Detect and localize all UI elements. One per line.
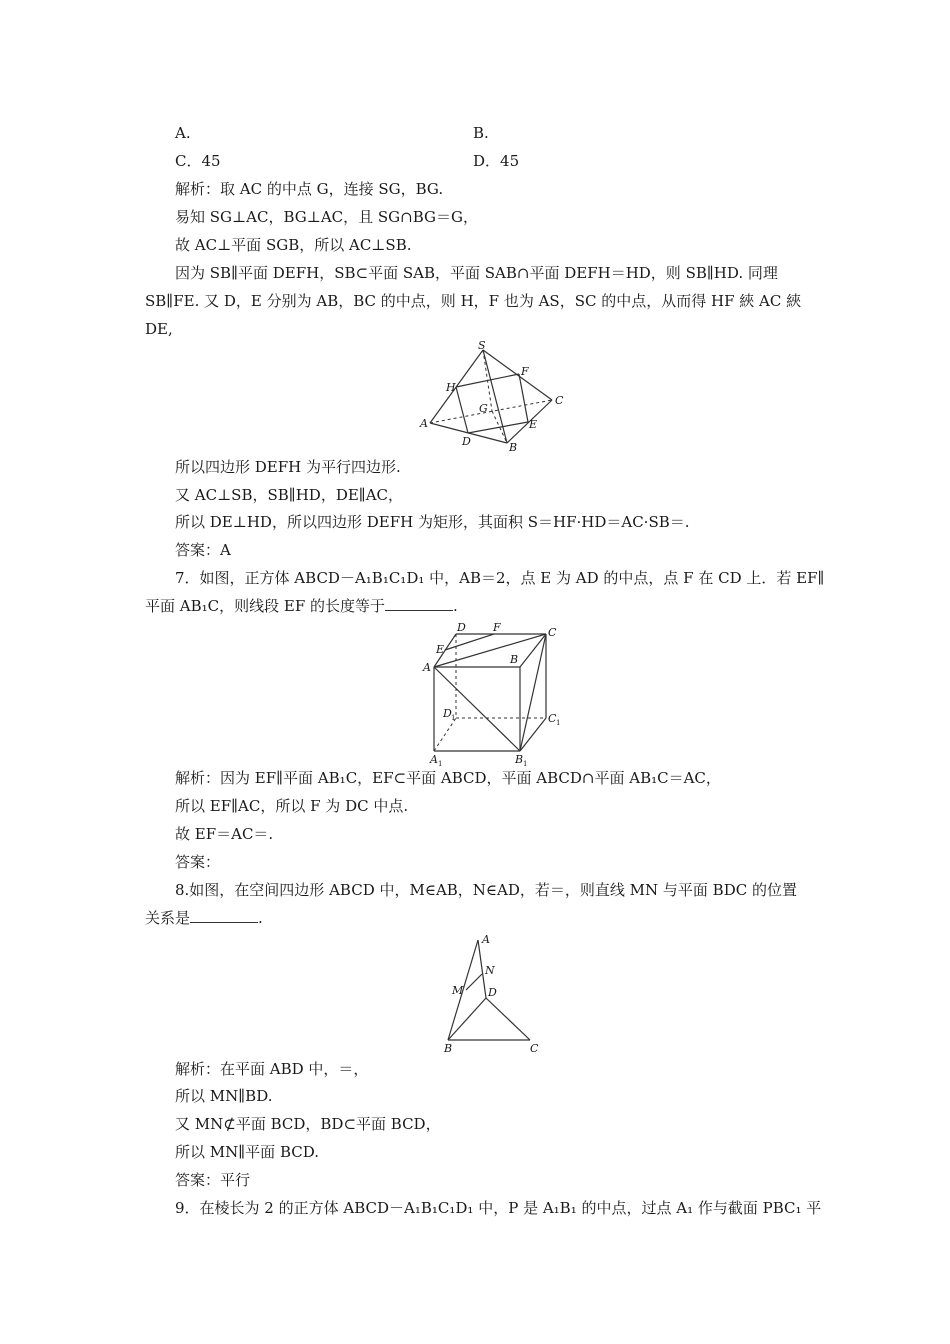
label-c: C <box>555 394 564 407</box>
q8-line-2 <box>145 908 263 928</box>
q6-line-5: SB∥FE. 又 D，E 分别为 AB，BC 的中点，则 H，F 也为 AS，SC 的中点，从而得 HF 綊 AC 綊 <box>145 292 802 310</box>
q6-line-3: 故 AC⊥平面 SGB，所以 AC⊥SB. <box>175 236 412 254</box>
quadrilateral-figure <box>438 930 550 1055</box>
label-e: E <box>436 643 445 656</box>
q9-line-1: 9．在棱长为 2 的正方体 ABCD－A₁B₁C₁D₁ 中，P 是 A₁B₁ 的中点，过点 A₁ 作与截面 PBC₁ 平 <box>175 1199 822 1217</box>
q7-answer: 答案： <box>175 853 221 871</box>
answer-blank <box>385 596 453 611</box>
q8-line-6: 所以 MN∥平面 BCD. <box>175 1143 319 1161</box>
label-b: B <box>510 653 519 666</box>
label-c: C <box>530 1042 539 1055</box>
label-b: B <box>444 1042 453 1055</box>
q6-line-2: 易知 SG⊥AC，BG⊥AC，且 SG∩BG＝G， <box>175 208 479 226</box>
q6-line-6: DE, <box>145 320 173 338</box>
label-c1-sub: 1 <box>556 719 561 727</box>
label-a1: A <box>430 753 438 766</box>
q8-line-4: 所以 MN∥BD. <box>175 1087 273 1105</box>
cube-figure <box>422 620 572 768</box>
label-c: C <box>548 626 557 639</box>
label-g: G <box>479 402 488 415</box>
label-f: F <box>493 621 501 634</box>
choice-c: C．45 <box>175 152 221 170</box>
q8-line-1: 8.如图，在空间四边形 ABCD 中，M∈AB，N∈AD，若＝，则直线 MN 与平面 BDC 的位置 <box>175 881 797 899</box>
q7-line-3: 解析：因为 EF∥平面 AB₁C，EF⊂平面 ABCD，平面 ABCD∩平面 AB₁C＝AC， <box>175 769 721 787</box>
q7-line-2-text: 平面 AB₁C，则线段 EF 的长度等于 <box>145 597 386 615</box>
choice-d: D．45 <box>473 152 520 170</box>
label-e: E <box>529 418 538 431</box>
answer-blank <box>190 908 258 923</box>
label-a: A <box>482 933 490 946</box>
q6-line-4: 因为 SB∥平面 DEFH，SB⊂平面 SAB，平面 SAB∩平面 DEFH＝HD，则 SB∥HD. 同理 <box>175 264 778 282</box>
label-m: M <box>452 984 464 997</box>
q7-line-1: 7．如图，正方体 ABCD－A₁B₁C₁D₁ 中，AB＝2，点 E 为 AD 的中点，点 F 在 CD 上．若 EF∥ <box>175 569 825 587</box>
q7-line-2-end: . <box>453 597 458 615</box>
label-n: N <box>485 964 495 977</box>
label-c1: C <box>548 712 557 725</box>
label-d1-sub: 1 <box>451 714 456 722</box>
label-b: B <box>509 441 518 454</box>
label-b1: B <box>515 753 524 766</box>
label-s: S <box>478 340 486 352</box>
label-d: D <box>488 986 497 999</box>
q7-line-2 <box>145 596 458 616</box>
q6-answer: 答案：A <box>175 541 231 559</box>
choice-b: B. <box>473 124 489 142</box>
q8-line-2-text: 关系是 <box>145 909 191 927</box>
label-f: F <box>521 365 529 378</box>
label-a: A <box>423 661 431 674</box>
tetrahedron-figure <box>415 340 575 455</box>
q8-line-2-end: . <box>258 909 263 927</box>
label-d1: D <box>443 707 452 720</box>
choice-a: A. <box>175 124 191 142</box>
q8-line-3: 解析：在平面 ABD 中，＝， <box>175 1060 369 1078</box>
label-d: D <box>462 435 471 448</box>
q7-line-5: 故 EF＝AC＝. <box>175 825 274 843</box>
q6-line-1: 解析：取 AC 的中点 G，连接 SG，BG. <box>175 180 444 198</box>
q8-line-5: 又 MN⊄平面 BCD，BD⊂平面 BCD， <box>175 1115 441 1133</box>
label-h: H <box>446 381 456 394</box>
label-a: A <box>420 417 428 430</box>
q6-line-8: 又 AC⊥SB，SB∥HD，DE∥AC， <box>175 486 404 504</box>
label-b1-sub: 1 <box>523 760 528 768</box>
q8-answer: 答案：平行 <box>175 1171 251 1189</box>
label-a1-sub: 1 <box>438 760 443 768</box>
label-d: D <box>457 621 466 634</box>
q7-line-4: 所以 EF∥AC，所以 F 为 DC 中点. <box>175 797 409 815</box>
q6-line-7: 所以四边形 DEFH 为平行四边形. <box>175 458 401 476</box>
q6-line-9: 所以 DE⊥HD，所以四边形 DEFH 为矩形，其面积 S＝HF·HD＝AC·SB＝. <box>175 513 690 531</box>
